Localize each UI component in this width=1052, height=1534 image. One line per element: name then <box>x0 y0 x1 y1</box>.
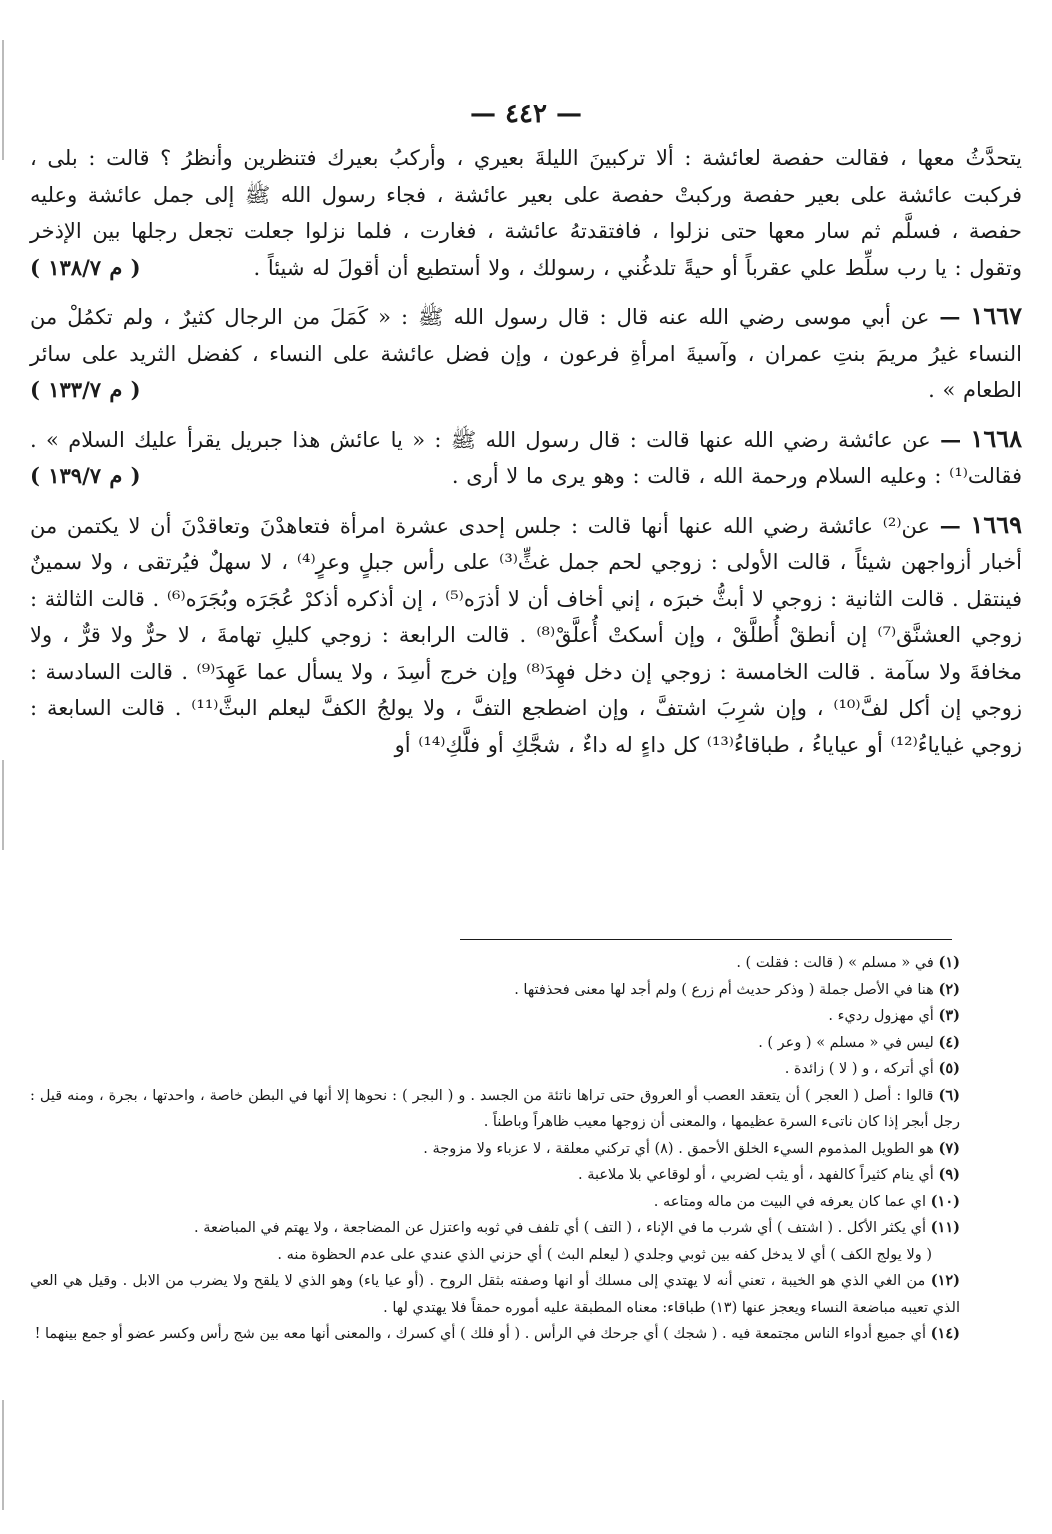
intro-reference: ( م ١٣٨/٧ ) <box>30 254 141 280</box>
hadith-text: عن عائشة رضي الله عنها قالت : قال رسول الله ﷺ : « يا عائش هذا جبريل يقرأ عليك السلام » . فقالت⁽¹⁾ : وعليه السلام ورحمة الله ، قالت : وهو يرى ما لا أرى . <box>30 427 1022 488</box>
footnote-text: في « مسلم » ( قالت : فقلت ) . <box>736 955 934 971</box>
page-number: — ٤٤٢ — <box>469 99 583 129</box>
footnote-number: (٢) <box>938 980 960 998</box>
hadith-dash: — <box>939 304 961 329</box>
footnotes <box>30 950 960 1348</box>
scan-edge-mark <box>2 40 4 160</box>
footnote-text: قالوا : أصل ( العجر ) أن يتعقد العصب أو العروق حتى تراها ناتئة من الجسد . و ( البجر ) : نحوها إلا أنها في البطن خاصة ، واحدتها ، بجرة ، ومنه قيل : رجل أبجر إذا كان ناتىء السرة عظيمها ، والمعنى أن زوجها معيب ظاهراً وباطناً . <box>30 1087 960 1130</box>
footnote-text: أي مهزول رديء . <box>828 1008 934 1024</box>
footnote-10 <box>30 1189 960 1216</box>
footnote-number: (٥) <box>938 1060 960 1077</box>
footnote-2 <box>30 977 960 1004</box>
footnote-number: (١٤) <box>930 1325 960 1342</box>
hadith-reference: ( م ١٣٣/٧ ) <box>30 377 141 402</box>
footnote-number: (١١) <box>930 1219 960 1236</box>
footnote-number: (١٠) <box>930 1192 960 1210</box>
footnote-text: هنا في الأصل جملة ( وذكر حديث أم زرع ) ولم أجد لها معنى فحذفتها . <box>514 981 934 998</box>
footnote-text: من الغي الذي هو الخيبة ، تعني أنه لا يهتدي إلى مسلك أو انها وصفته بثقل الروح . (أو عيا ياء) وهو الذي لا يلقح ولا يضرب من الابل . وقيل هي العي الذي تعيبه مباضعة النساء ويعجز عنها (١٣) طباقاء: معناه المطبقة عليه أموره حمقاً فلا يهتدي لها . <box>30 1273 960 1316</box>
hadith-text: عن أبي موسى رضي الله عنه قال : قال رسول الله ﷺ : « كَمَلَ من الرجال كثيرٌ ، ولم تكمُلْ من النساء غيرُ مريمَ بنتِ عمران ، وآسيةَ امرأةِ فرعون ، وإن فضل عائشة على النساء ، كفضل الثريد على سائر الطعام » . <box>30 305 1022 402</box>
hadith-number: ١٦٦٧ <box>970 301 1023 330</box>
main-text <box>30 140 1022 763</box>
hadith-dash: — <box>940 426 962 452</box>
hadith-text: عن⁽²⁾ عائشة رضي الله عنها أنها قالت : جلس إحدى عشرة امرأة فتعاهدْنَ وتعاقدْنَ أن لا يكتمن من أخبار أزواجهن شيئاً ، قالت الأولى : زوجي لحم جمل غثٍّ⁽³⁾ على رأس جبلٍ وعرٍ⁽⁴⁾ ، لا سهلٌ فيُرتقى ، ولا سمينٌ فينتقل . قالت الثانية : زوجي لا أبثُّ خبرَه ، إني أخاف أن لا أذرَه⁽⁵⁾ ، إن أذكره أذكرْ عُجَرَه وبُجَرَه⁽⁶⁾ . قالت الثالثة : زوجي العشنَّق⁽⁷⁾ إن أنطقْ أُطلَّقْ ، وإن أسكتْ أُعلَّقْ⁽⁸⁾ . قالت الرابعة : زوجي كليلِ تهامةَ ، لا حرٌّ ولا قرٌّ ، ولا مخافةَ ولا سآمة . قالت الخامسة : زوجي إن دخل فهِدَ⁽⁸⁾ وإن خرج أسِدَ ، ولا يسأل عما عَهِدَ⁽⁹⁾ . قالت السادسة : زوجي إن أكل لفَّ⁽¹⁰⁾ ، وإن شرِبَ اشتفَّ ، وإن اضطجع التفَّ ، ولا يولجُ الكفَّ ليعلم البثَّ⁽¹¹⁾ . قالت السابعة : زوجي غياياءُ⁽¹²⁾ أو عياياءُ ، طباقاءُ⁽¹³⁾ كل داءٍ له داءٌ ، شجَّكِ أو فلَّكِ⁽¹⁴⁾ أو <box>30 513 1023 757</box>
hadith-number: ١٦٦٩ <box>970 509 1022 539</box>
footnote-number: (٤) <box>938 1033 960 1051</box>
footnote-text: ليس في « مسلم » ( وعر ) . <box>758 1034 934 1051</box>
hadith-reference: ( م ١٣٩/٧ ) <box>30 463 141 488</box>
footnote-6 <box>30 1083 960 1136</box>
footnote-continuation: ( ولا يولج الكف ) أي لا يدخل كفه بين ثوبي وجلدي ( ليعلم البث ) أي حزني الذي عندي على عدم الحظوة منه . <box>277 1246 932 1263</box>
footnote-text: أي ينام كثيراً كالفهد ، أو يثب لضربي ، أو لوقاعي بلا ملاعبة . <box>577 1167 934 1183</box>
hadith-number: ١٦٦٨ <box>970 423 1023 453</box>
footnote-number: (٧) <box>938 1139 960 1157</box>
hadith-1668 <box>30 421 1022 495</box>
footnote-9 <box>30 1162 960 1189</box>
footnote-11 <box>30 1215 960 1268</box>
scan-edge-mark <box>2 1400 4 1510</box>
hadith-dash: — <box>939 512 961 538</box>
footnote-4 <box>30 1030 960 1057</box>
footnote-number: (١) <box>938 954 960 971</box>
footnote-text: أي أتركه ، و ( لا ) زائدة . <box>784 1061 934 1077</box>
scan-edge-mark <box>2 760 4 850</box>
footnote-number: (١٢) <box>930 1272 961 1289</box>
intro-paragraph <box>30 140 1022 286</box>
footnote-number: (٣) <box>938 1007 960 1024</box>
footnote-text: اي عما كان يعرفه في البيت من ماله ومتاعه . <box>653 1193 927 1210</box>
hadith-1669 <box>30 507 1022 764</box>
intro-text: يتحدَّثُ معها ، فقالت حفصة لعائشة : ألا تركبينَ الليلةَ بعيري ، وأركبُ بعيرك فتنظرين وأنظرُ ؟ قالت : بلى ، فركبت عائشة على بعير حفصة وركبتْ حفصة على بعير عائشة ، فجاء رسول الله ﷺ إلى جمل عائشة وعليه حفصة ، فسلَّم ثم سار معها حتى نزلوا ، فافتقدتهُ عائشة ، فغارت ، فلما نزلوا جعلت تجعل رجلها بين الإذخر وتقول : يا رب سلِّط علي عقرباً أو حيةً تلدغُني ، رسولك ، ولا أستطيع أن أقولَ له شيئاً . <box>30 146 1022 280</box>
footnote-1 <box>30 950 960 977</box>
footnote-3 <box>30 1003 960 1030</box>
footnote-divider <box>460 939 952 940</box>
footnote-12-13 <box>30 1268 960 1321</box>
footnote-number: (٩) <box>938 1166 960 1183</box>
footnote-number: (٦) <box>938 1086 961 1104</box>
footnote-text: أي جميع أدواء الناس مجتمعة فيه . ( شجك ) أي جرحك في الرأس . ( أو فلك ) أي كسرك ، والمعنى أنها معه بين شج رأس وكسر عضو أو جمع بينهما ! <box>34 1326 927 1342</box>
footnote-14 <box>30 1321 960 1348</box>
footnote-text: هو الطويل المذموم السيء الخلق الأحمق . (٨) أي تركني معلقة ، لا عزباء ولا مزوجة . <box>423 1140 934 1157</box>
footnote-text: أي يكثر الأكل . ( اشتف ) أي شرب ما في الإناء ، ( التف ) أي تلفف في ثوبه واعتزل عن المضاجعة ، ولا يهتم في المباضعة . <box>193 1220 927 1236</box>
footnote-5 <box>30 1056 960 1083</box>
hadith-1667 <box>30 298 1022 409</box>
footnote-7-8 <box>30 1136 960 1163</box>
